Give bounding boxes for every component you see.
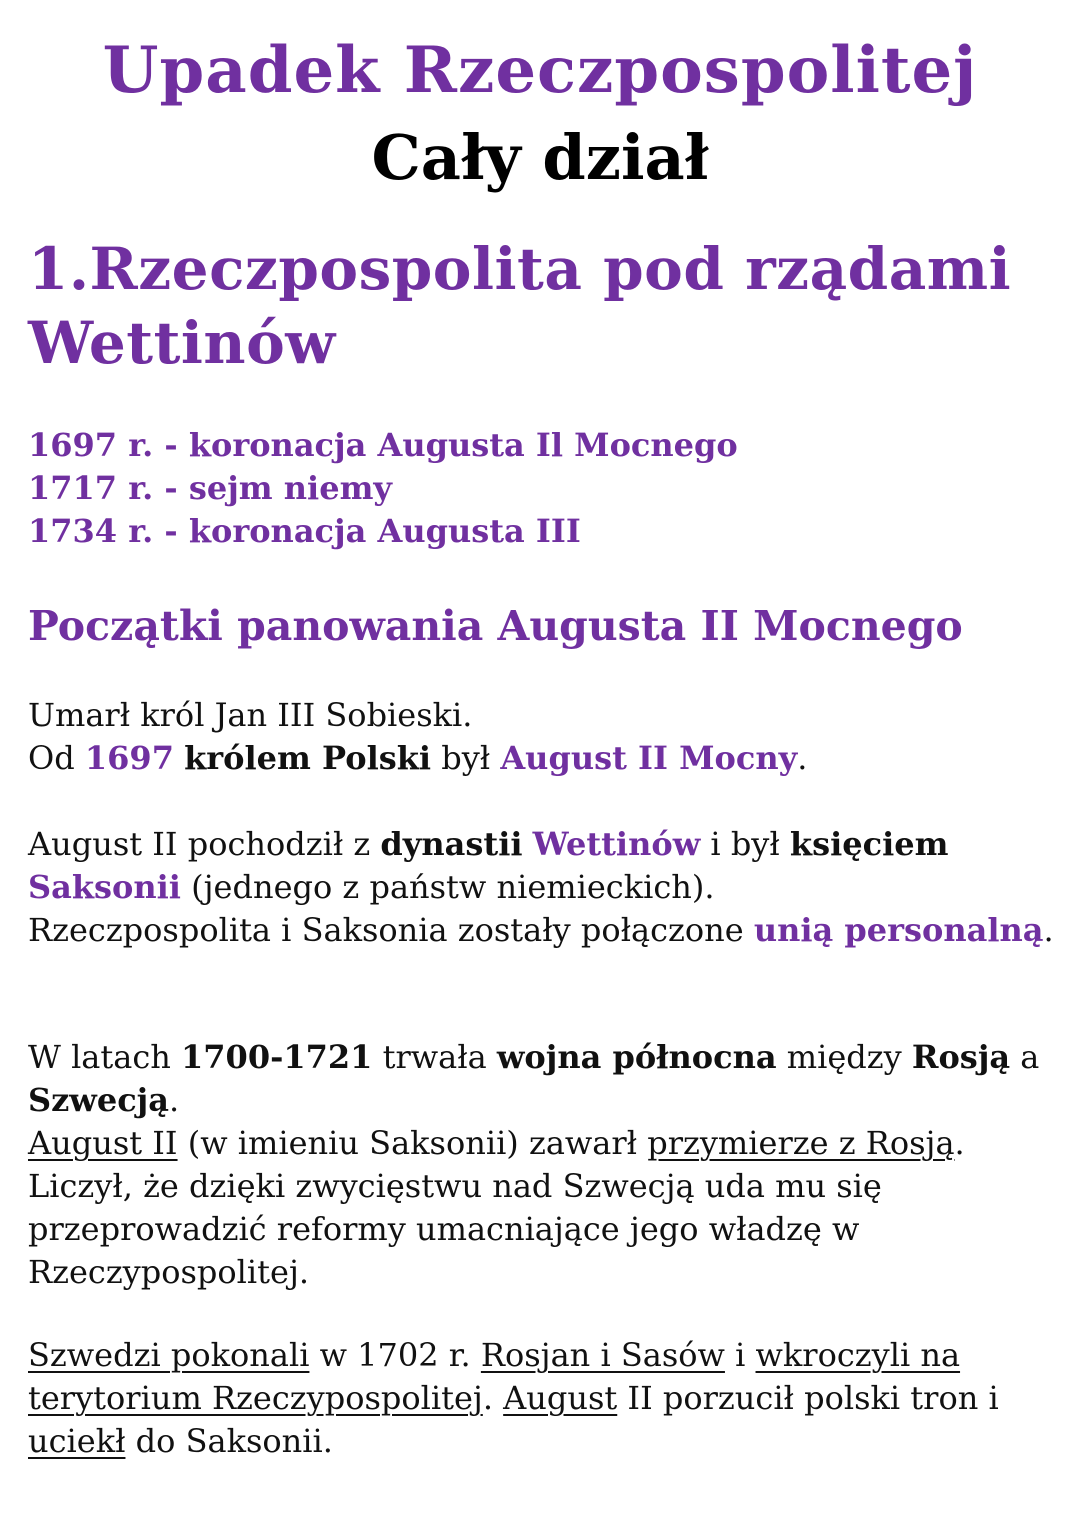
document-title: Upadek Rzeczpospolitej (102, 33, 978, 108)
p3-przymierze: przymierze z Rosją (647, 1124, 955, 1162)
p3-text: (w imieniu Saksonii) zawarł (177, 1124, 648, 1162)
p1-text: Od (28, 739, 85, 777)
date-item: 1734 r. - koronacja Augusta III (28, 512, 581, 550)
p4-underlined: Szwedzi pokonali (28, 1336, 310, 1374)
p2-wettinow: Wettinów (532, 825, 701, 863)
p2-text: i był (700, 825, 790, 863)
p3-text: Liczył, że dzięki zwycięstwu nad Szwecją uda mu się przeprowadzić reformy umacniające jego władzę w Rzeczypospolitej. (28, 1167, 882, 1291)
p4-underlined: August (503, 1379, 618, 1417)
paragraph-2 (28, 823, 1058, 952)
document-subtitle: Cały dział (371, 121, 709, 194)
subheading: Początki panowania Augusta II Mocnego (28, 602, 963, 650)
p4-underlined: wkroczyli na terytorium Rzeczypospolitej (28, 1336, 961, 1417)
p1-text: był (431, 739, 501, 777)
p4-underlined: Rosjan i Sasów (480, 1336, 725, 1374)
p2-dynastii: dynastii (380, 825, 523, 863)
p4-text: i (724, 1336, 756, 1374)
paragraph-3 (28, 1036, 1058, 1294)
p4-text: II porzucił polski tron i (617, 1379, 999, 1417)
p1-august: August II Mocny (500, 739, 798, 777)
p2-unia: unią personalną (753, 911, 1044, 949)
p3-szwecja: Szwecją (28, 1081, 169, 1119)
p1-text (174, 739, 184, 777)
p3-wojna: wojna północna (496, 1038, 777, 1076)
p1-year: 1697 (84, 739, 174, 777)
section-title (28, 232, 1068, 380)
section-title-line1: 1.Rzeczpospolita pod rządami (28, 235, 1012, 303)
p3-rosja: Rosją (911, 1038, 1011, 1076)
p4-text: . (482, 1379, 504, 1417)
p3-text: trwała (372, 1038, 497, 1076)
p3-text: . (954, 1124, 965, 1162)
p3-august: August II (28, 1124, 178, 1162)
date-item: 1697 r. - koronacja Augusta Il Mocnego (28, 426, 738, 464)
date-item: 1717 r. - sejm niemy (28, 469, 393, 507)
p2-text: August II pochodził z (28, 825, 381, 863)
p4-text: w 1702 r. (309, 1336, 481, 1374)
p3-text: a (1010, 1038, 1040, 1076)
p3-text: W latach (28, 1038, 182, 1076)
p4-underlined: uciekł (28, 1422, 126, 1460)
p2-ksieciem: księciem (789, 825, 949, 863)
p1-text: . (797, 739, 808, 777)
p1-line1: Umarł król Jan III Sobieski. (28, 696, 473, 734)
p2-text: (jednego z państw niemieckich). (180, 868, 715, 906)
p3-years: 1700-1721 (181, 1038, 373, 1076)
p3-text: . (168, 1081, 180, 1119)
p3-text: między (776, 1038, 912, 1076)
p2-text: . (1043, 911, 1054, 949)
p1-krolem: królem Polski (184, 739, 432, 777)
p4-text: do Saksonii. (125, 1422, 333, 1460)
p2-saksonii: Saksonii (28, 868, 181, 906)
p2-text (523, 825, 533, 863)
paragraph-4 (28, 1334, 1058, 1463)
p2-text: Rzeczpospolita i Saksonia zostały połączone (28, 911, 754, 949)
paragraph-1 (28, 694, 1058, 780)
dates-list (28, 424, 1058, 553)
section-title-line2: Wettinów (28, 309, 336, 377)
